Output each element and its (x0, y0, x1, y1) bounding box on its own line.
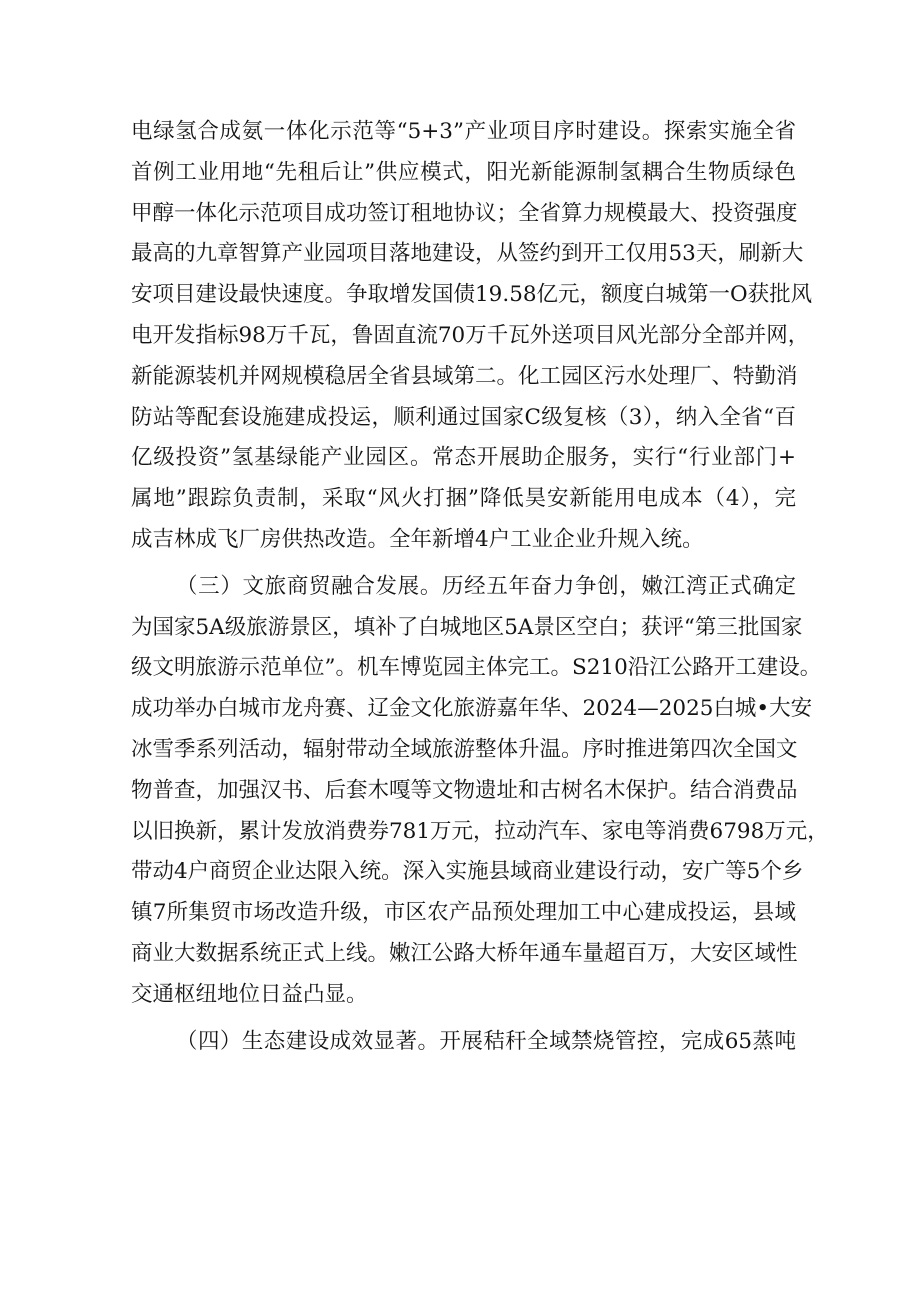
text-line: 冰雪季系列活动，辐射带动全域旅游整体升温。序时推进第四次全国文 (131, 736, 798, 762)
paragraph-ecology (131, 1022, 796, 1063)
paragraph-culture-tourism-commerce (131, 567, 829, 1016)
text-line: 电开发指标98万千瓦，鲁固直流70万千瓦外送项目风光部分全部并网， (131, 322, 810, 348)
text-line: 以旧换新，累计发放消费券781万元，拉动汽车、家电等消费6798万元， (131, 818, 829, 844)
text-line: 镇7所集贸市场改造升级，市区农产品预处理加工中心建成投运，县域 (131, 900, 796, 926)
text-line: 甲醇一体化示范项目成功签订租地协议；全省算力规模最大、投资强度 (131, 200, 798, 226)
text-line: 电绿氢合成氨一体化示范等“5+3”产业项目序时建设。探索实施全省 (131, 119, 796, 144)
section-heading-line: （三）文旅商贸融合发展。历经五年奋力争创，嫩江湾正式确定 (176, 573, 796, 599)
text-line: 级文明旅游示范单位”。机车博览园主体完工。S210沿江公路开工建设。 (131, 655, 822, 681)
text-line: 交通枢纽地位日益凸显。 (131, 981, 368, 1007)
document-body (131, 112, 829, 1062)
text-line: 成功举办白城市龙舟赛、辽金文化旅游嘉年华、2024—2025白城•大安 (131, 696, 813, 722)
text-line: 物普查，加强汉书、后套木嘎等文物遗址和古树名木保护。结合消费品 (131, 777, 798, 803)
text-line: 成吉林成飞厂房供热改造。全年新增4户工业企业升规入统。 (131, 526, 704, 552)
text-line: 安项目建设最快速度。争取增发国债19.58亿元，额度白城第一O获批风 (131, 282, 813, 308)
text-line: 防站等配套设施建成投运，顺利通过国家C级复核（3），纳入全省“百 (131, 404, 796, 430)
text-line: 新能源装机并网规模稳居全省县域第二。化工园区污水处理厂、特勤消 (131, 363, 798, 389)
text-line: 带动4户商贸企业达限入统。深入实施县域商业建设行动，安广等5个乡 (131, 859, 804, 885)
text-line: 亿级投资”氢基绿能产业园区。常态开展助企服务，实行“行业部门+ (131, 445, 796, 471)
text-line: 属地”跟踪负责制，采取“风火打捆”降低昊安新能用电成本（4），完 (131, 486, 796, 512)
text-line: 为国家5A级旅游景区，填补了白城地区5A景区空白；获评“第三批国家 (131, 614, 803, 640)
text-line: 最高的九章智算产业园项目落地建设，从签约到开工仅用53天，刷新大 (131, 241, 804, 267)
text-line: 商业大数据系统正式上线。嫩江公路大桥年通车量超百万，大安区域性 (131, 940, 798, 966)
section-heading-line: （四）生态建设成效显著。开展秸秆全域禁烧管控，完成65蒸吨 (176, 1028, 796, 1054)
text-line: 首例工业用地“先租后让”供应模式，阳光新能源制氢耦合生物质绿色 (131, 159, 796, 185)
paragraph-industry-projects (131, 112, 813, 561)
